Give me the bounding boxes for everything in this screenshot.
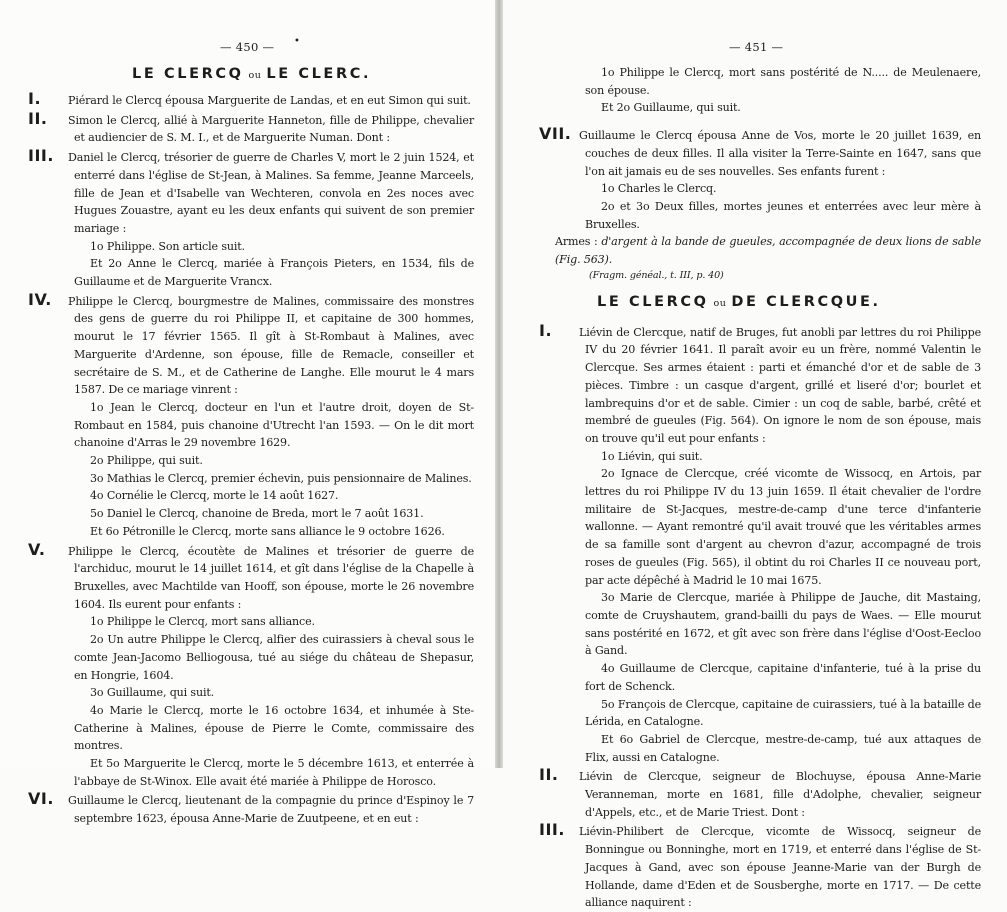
right-body-text [539,64,981,912]
page-number: — 451 — [729,40,784,54]
family-title-ou: ou [248,70,262,81]
generation-text: Philippe le Clercq, bourgmestre de Malines, commissaire des monstres des gens de guerre du roi Philippe II, et capitaine de 300 hommes, mourut le 17 février 1565. Il gît à St-Rombaut à Malines, avec Marguerite d'Ardenne, son épouse, fille de Remacle, conseiller et secrétaire de S. M., et de Catherine de Langhe. Elle mourut le 4 mars 1587. De ce mariage vinrent : [68,294,474,397]
generation-numeral: I. [28,89,42,108]
generation-entry [539,821,981,912]
list-item: 1o Philippe. Son article suit. [90,239,245,253]
generation-entry [28,790,474,827]
generation-text: Liévin-Philibert de Clercque, vicomte de Wissocq, seigneur de Bonningue ou Bonninghe, mort en 1719, et enterré dans l'église de St-Jacques à Gand, avec son épouse Jeanne-Marie van der Burgh de Hollande, dame d'Eden et de Sousberghe, morte en 1717. — De cette alliance naquirent : [579,825,981,910]
book-gutter [495,0,503,768]
list-item: 1o Jean le Clercq, docteur en l'un et l'autre droit, doyen de St-Rombaut en 1584, puis chanoine d'Utrecht l'an 1593. — On le dit mort chanoine d'Arras le 29 novembre 1629. [74,400,474,450]
generation-entry [539,322,981,448]
list-item: 3o Mathias le Clercq, premier échevin, puis pensionnaire de Malines. [90,471,472,485]
left-body-text [28,90,474,828]
list-item: 1o Philippe le Clercq, mort sans alliance. [90,615,315,629]
generation-numeral: VII. [539,124,572,144]
list-item: 5o Daniel le Clercq, chanoine de Breda, mort le 7 août 1631. [90,507,424,521]
generation-numeral: III. [539,820,565,840]
list-item: 1o Liévin, qui suit. [601,449,703,463]
list-item: Et 6o Pétronille le Clercq, morte sans alliance le 9 octobre 1626. [90,524,445,538]
generation-text: Liévin de Clercque, seigneur de Blochuyse, épousa Anne-Marie Veranneman, morte en 1681, fille d'Adolphe, chevalier, seigneur d'Appels, etc., et de Marie Triest. Dont : [579,770,981,819]
generation-numeral: II. [539,765,559,785]
generation-entry [28,110,474,147]
family-title-alt: LE CLERC. [266,66,372,82]
right-page [503,0,1007,910]
arms-label: Armes : [555,235,598,249]
list-item: Et 5o Marguerite le Clercq, morte le 5 décembre 1613, et enterrée à l'abbaye de St-Winox. Elle avait été mariée à Philippe de Horosco. [74,757,474,788]
list-item: 4o Guillaume de Clercque, capitaine d'infanterie, tué à la prise du fort de Schenck. [585,662,981,693]
generation-numeral: VI. [28,789,54,809]
arms-source: (Fragm. généal., t. III, p. 40) [589,269,724,281]
family-title [597,294,881,313]
generation-entry [28,291,474,399]
generation-text: Simon le Clercq, allié à Marguerite Hanneton, fille de Philippe, chevalier et audiencier de S. M. I., et de Marguerite Numan. Dont : [68,113,474,145]
list-item: 5o François de Clercque, capitaine de cuirassiers, tué à la bataille de Lérida, en Catalogne. [585,697,981,729]
generation-text: Guillaume le Clercq épousa Anne de Vos, morte le 20 juillet 1639, en couches de deux filles. Il alla visiter la Terre-Sainte en 1647, sans que l'on ait jamais eu de ses nouvelles. Ses enfants furent : [579,129,981,178]
family-title-main: LE CLERCQ [132,66,244,82]
generation-entry [539,766,981,821]
generation-text: Guillaume le Clercq, lieutenant de la compagnie du prince d'Espinoy le 7 septembre 1623, épousa Anne-Marie de Zuutpeene, et en eut : [68,794,474,826]
list-item: Et 2o Guillaume, qui suit. [601,101,741,115]
list-item: 2o Un autre Philippe le Clercq, alfier des cuirassiers à cheval sous le comte Jean-Jacomo Belliogousa, tué au siége du château de Shepasur, en Hongrie, 1604. [74,633,474,682]
ink-mark: • [294,36,300,47]
generation-numeral: V. [28,539,46,559]
list-item: 2o et 3o Deux filles, mortes jeunes et enterrées avec leur mère à Bruxelles. [585,199,981,231]
generation-text: Daniel le Clercq, trésorier de guerre de Charles V, mort le 2 juin 1524, et enterré dans l'église de St-Jean, à Malines. Sa femme, Jeanne Marceels, fille de Jean et d'Isabelle van Wechteren, convola en 2es noces avec Hugues Zouastre, ayant eu les deux enfants qui suivent de son premier mariage : [68,151,474,235]
arms-text: d'argent à la bande de gueules, accompagnée de deux lions de sable (Fig. 563). [555,235,981,267]
generation-numeral: II. [28,108,48,128]
family-title-ou: ou [713,297,727,309]
family-title-alt: DE CLERCQUE. [731,293,881,310]
generation-text: Liévin de Clercque, natif de Bruges, fut anobli par lettres du roi Philippe IV du 20 février 1641. Il paraît avoir eu un frère, nommé Valentin le Clercque. Ses armes étaient : parti et émanché d'or et de sable de 3 pièces. Timbre : un casque d'argent, grillé et liseré d'or; bourlet et lambrequins d'or et de sable. Cimier : un coq de sable, barbé, crêté et membré de gueules (Fig. 564). On ignore le nom de son épouse, mais on trouve qu'il eut pour enfants : [579,325,981,445]
list-item: Et 6o Gabriel de Clercque, mestre-de-camp, tué aux attaques de Flix, aussi en Catalogne. [585,732,981,764]
generation-numeral: III. [28,146,54,166]
list-item: 1o Philippe le Clercq, mort sans postérité de N..... de Meulenaere, son épouse. [585,66,981,97]
arms-line [539,233,981,268]
page-number: — 450 — [220,40,275,54]
family-title-main: LE CLERCQ [597,293,709,310]
generation-entry [28,147,474,238]
list-item: 3o Marie de Clercque, mariée à Philippe de Jauche, dit Mastaing, comte de Cruyshautem, grand-bailli du pays de Waes. — Elle mourut sans postérité en 1672, et gît avec son frère dans l'église d'Oost-Eecloo à Gand. [585,591,981,658]
left-page [0,0,495,826]
list-item: 4o Marie le Clercq, morte le 16 octobre 1634, et inhumée à Ste-Catherine à Malines, épouse de Pierre le Comte, commissaire des montres. [74,703,474,753]
list-item: Et 2o Anne le Clercq, mariée à François Pieters, en 1534, fils de Guillaume et de Marguerite Vrancx. [74,257,474,289]
generation-entry [28,541,474,614]
list-item: 1o Charles le Clercq. [601,182,717,196]
list-item: 2o Philippe, qui suit. [90,454,203,468]
list-item: 3o Guillaume, qui suit. [90,686,215,700]
generation-numeral: IV. [28,289,52,309]
generation-numeral: I. [539,320,553,340]
list-item: 4o Cornélie le Clercq, morte le 14 août 1627. [90,489,339,503]
generation-text: Philippe le Clercq, écoutète de Malines et trésorier de guerre de l'archiduc, mourut le 14 juillet 1614, et gît dans l'église de la Chapelle à Bruxelles, avec Machtilde van Hooff, son épouse, morte le 26 novembre 1604. Ils eurent pour enfants : [68,544,474,611]
generation-entry [539,125,981,180]
generation-text: Piérard le Clercq épousa Marguerite de Landas, et en eut Simon qui suit. [68,94,471,107]
generation-entry [28,90,474,110]
list-item: 2o Ignace de Clercque, créé vicomte de Wissocq, en Artois, par lettres du roi Philippe IV du 13 juin 1659. Il était chevalier de l'ordre militaire de St-Jacques, mestre-de-camp d'une terce d'infanterie wallonne. — Ayant remontré qu'il avait trouvé que les véritables armes de sa famille sont d'argent au chevron d'azur, accompagné de trois roses de gueules (Fig. 565), il obtint du roi Charles II ce nouveau port, par acte dépêché à Madrid le 10 mai 1675. [585,467,981,587]
family-title [132,66,371,82]
